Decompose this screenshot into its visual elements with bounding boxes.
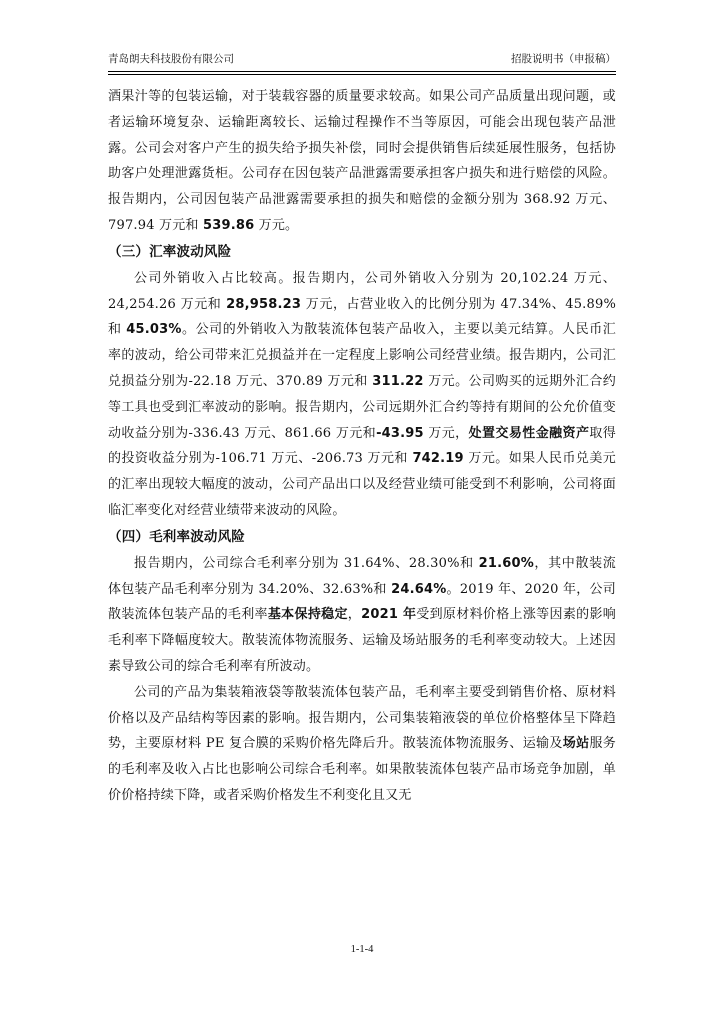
text-run: ，其中散装流体包装产品毛利率分别为 34.20%、32.63%和 (108, 555, 617, 597)
text-run: 酒果汁等的包装运输，对于装载容器的质量要求较高。如果公司产品质量出现问题，或者运输环境复杂、运输距离较长、运输过程操作不当等原因，可能会出现包装产品泄露。公司会对客户产生的损失给予损失补偿，同时会提供销售后续延展性服务，包括协助客户处理泄露货柜。公司存在因包装产品泄露需要承担客户损失和进行赔偿的风险。报告期内，公司因包装产品泄露需要承担的损失和赔偿的金额分别为 368.92 万元、797.94 万元和 (108, 89, 616, 233)
header-rule-thin (108, 74, 616, 75)
text-run: 受到原材料价格上涨等因素的影响毛利率下降幅度较大。散装流体物流服务、运输及场站服务的毛利率变动较大。上述因素导致公司的综合毛利率有所波动。 (108, 607, 616, 674)
text-run: 万元。 (254, 217, 299, 233)
bold-value: -43.95 (376, 425, 424, 441)
section-heading-gross-margin-risk: （四）毛利率波动风险 (108, 528, 245, 545)
text-run: 万元，占营业收入的比例分别为 47.34%、45.89%和 (108, 296, 616, 338)
bold-term: 处置交易性金融资产 (468, 425, 590, 441)
document-title: 招股说明书（申报稿） (511, 53, 616, 65)
paragraph-gross-margin (108, 551, 616, 680)
bold-value: 539.86 (202, 217, 255, 233)
bold-value: 45.03% (126, 322, 182, 338)
section-heading-exchange-rate-risk: （三）汇率波动风险 (108, 243, 232, 260)
bold-value: 24.64% (391, 581, 447, 597)
text-run: 。2019 年、2020 年，公司散装流体包装产品的毛利率 (108, 581, 616, 623)
text-run: 服务的毛利率及收入占比也影响公司综合毛利率。如果散装流体包装产品市场竞争加剧，单价价格持续下降，或者采购价格发生不利变化且又无 (108, 736, 617, 803)
bold-term: 基本保持稳定 (267, 607, 348, 623)
page-number: 1-1-4 (350, 944, 374, 955)
paragraph-product-pricing (108, 680, 616, 809)
bold-value: 2021 年 (361, 607, 417, 623)
page-header (108, 50, 616, 68)
text-run: 报告期内，公司综合毛利率分别为 31.64%、28.30%和 (134, 555, 479, 571)
bold-value: 311.22 (372, 373, 424, 389)
bold-value: 21.60% (478, 555, 534, 571)
text-run: 万元， (423, 425, 469, 441)
document-body (108, 84, 616, 809)
bold-value: 28,958.23 (226, 296, 302, 312)
paragraph-exchange-rate (108, 266, 616, 524)
text-run: 。公司的外销收入为散装流体包装产品收入，主要以美元结算。人民币汇率的波动，给公司带来汇兑损益并在一定程度上影响公司经营业绩。报告期内，公司汇兑损益分别为-22.18 万元、370.89 万元和 (108, 322, 616, 389)
text-run: 万元。公司购买的远期外汇合约等工具也受到汇率波动的影响。报告期内，公司远期外汇合约等持有期间的公允价值变动收益分别为-336.43 万元、861.66 万元和 (108, 373, 616, 441)
text-run: 取得的投资收益分别为-106.71 万元、-206.73 万元和 (108, 425, 616, 467)
bold-value: 742.19 (412, 451, 464, 467)
text-run: 公司的产品为集装箱液袋等散装流体包装产品，毛利率主要受到销售价格、原材料价格以及产品结构等因素的影响。报告期内，公司集装箱液袋的单位价格整体呈下降趋势，主要原材料 PE 复合膜的采购价格先降后升。散装流体物流服务、运输及 (108, 684, 616, 752)
header-rule-thick (108, 71, 616, 72)
text-run: 万元。如果人民币兑美元的汇率出现较大幅度的波动，公司产品出口以及经营业绩可能受到不利影响，公司将面临汇率变化对经营业绩带来波动的风险。 (108, 451, 616, 518)
company-name: 青岛朗夫科技股份有限公司 (108, 53, 234, 65)
bold-term: 场站 (562, 736, 590, 752)
text-run: ， (347, 607, 362, 623)
text-run: 公司外销收入占比较高。报告期内，公司外销收入分别为 20,102.24 万元、24,254.26 万元和 (108, 270, 616, 312)
paragraph-packaging-leakage (108, 84, 616, 239)
